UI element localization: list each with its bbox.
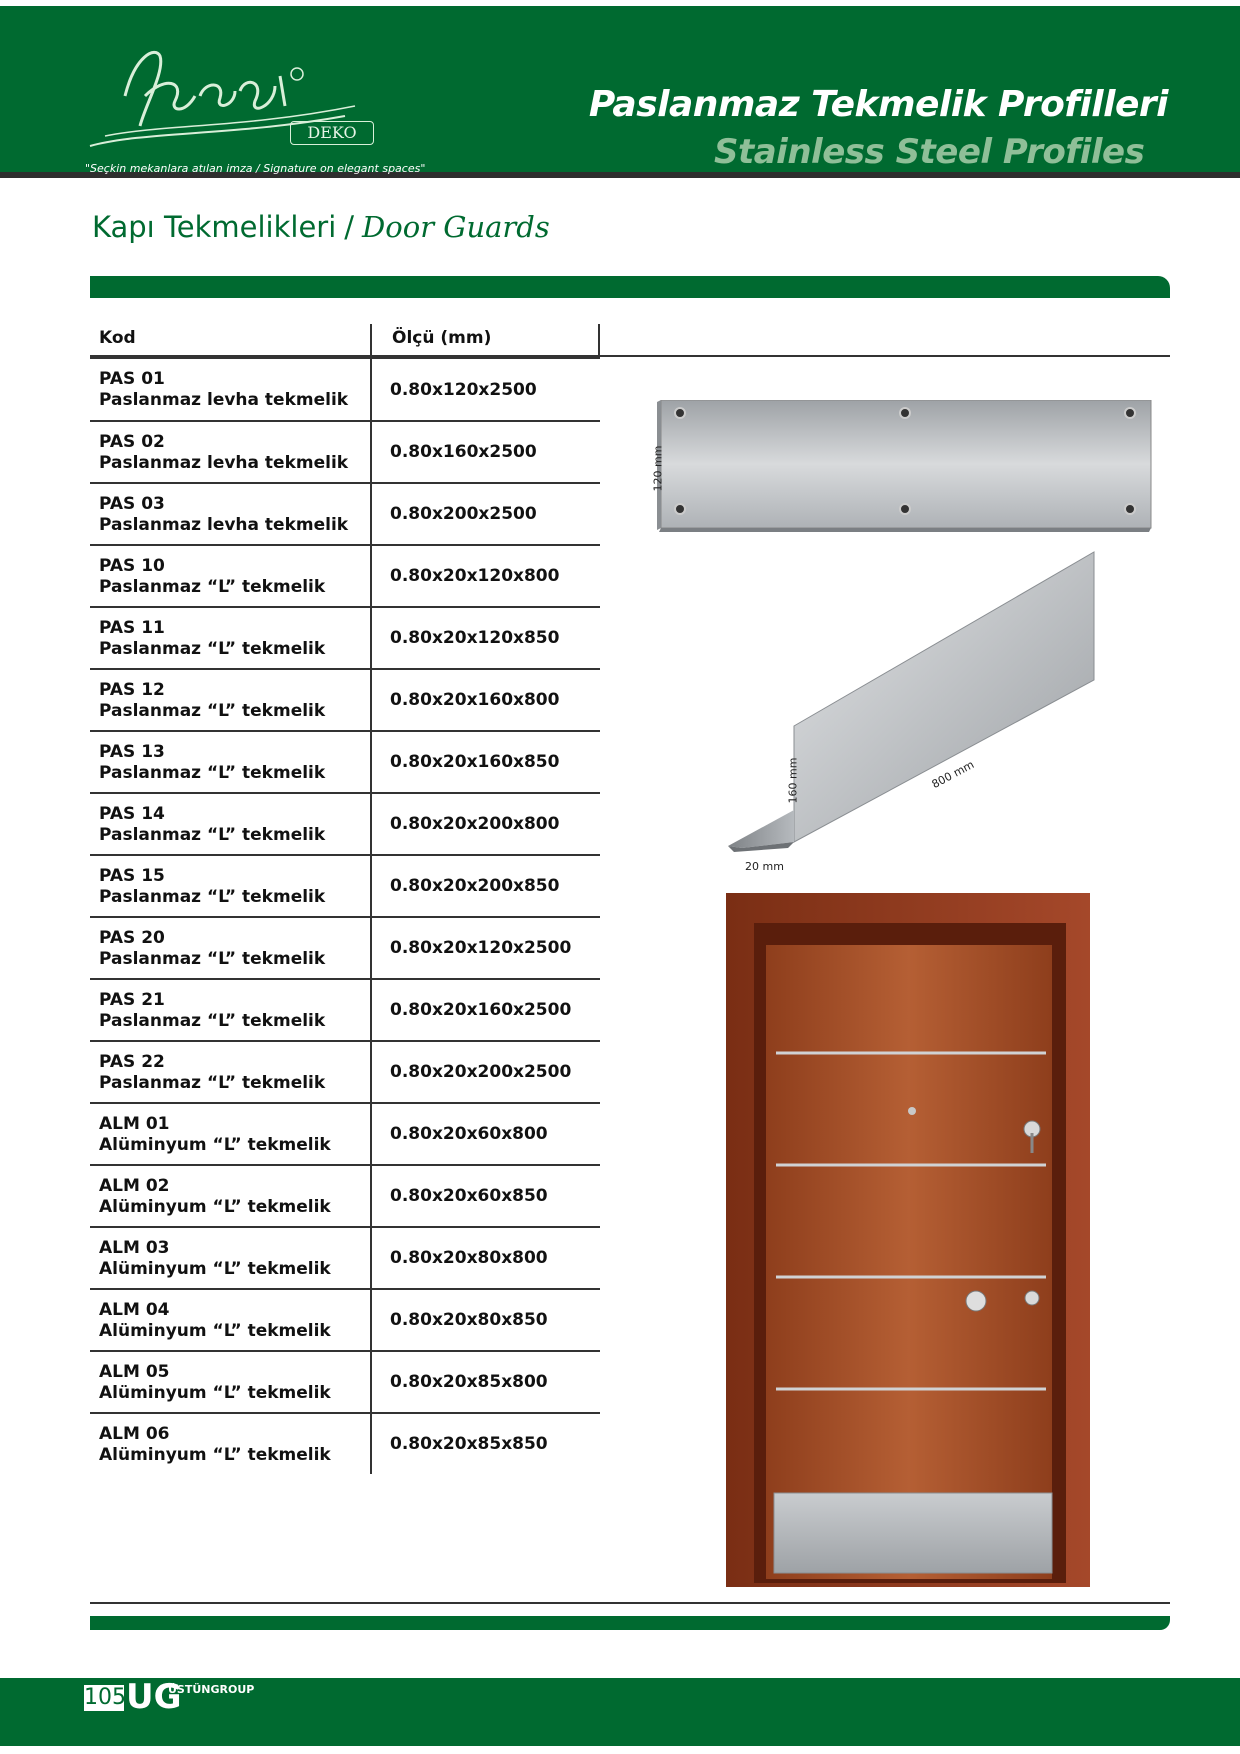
top-divider-bar — [90, 276, 1170, 298]
product-code: PAS 11 — [99, 618, 165, 638]
product-size: 0.80x20x120x800 — [370, 546, 600, 606]
table-row — [90, 1226, 600, 1288]
product-code-cell — [90, 422, 370, 482]
product-description: Paslanmaz levha tekmelik — [99, 515, 349, 535]
product-code-cell — [90, 1352, 370, 1412]
product-code-cell — [90, 1228, 370, 1288]
product-description: Paslanmaz “L” tekmelik — [99, 887, 326, 907]
product-code: ALM 02 — [99, 1176, 170, 1196]
table-bottom-line — [90, 1602, 1170, 1604]
table-row — [90, 357, 600, 420]
section-title — [92, 210, 550, 244]
product-description: Paslanmaz “L” tekmelik — [99, 639, 326, 659]
product-size: 0.80x160x2500 — [370, 422, 600, 482]
product-description: Alüminyum “L” tekmelik — [99, 1445, 331, 1465]
table-row — [90, 916, 600, 978]
kapi-logo-mark — [85, 36, 395, 166]
table-row — [90, 792, 600, 854]
product-size: 0.80x20x160x2500 — [370, 980, 600, 1040]
header-divider — [370, 324, 372, 357]
product-code: ALM 01 — [99, 1114, 170, 1134]
page-header — [0, 6, 1240, 178]
table-row — [90, 606, 600, 668]
product-description: Paslanmaz levha tekmelik — [99, 390, 349, 410]
product-description: Alüminyum “L” tekmelik — [99, 1321, 331, 1341]
product-code: PAS 10 — [99, 556, 165, 576]
table-row — [90, 730, 600, 792]
screw-icon — [674, 503, 686, 515]
ustun-group-logo: UG — [126, 1677, 182, 1717]
product-description: Alüminyum “L” tekmelik — [99, 1259, 331, 1279]
product-description: Alüminyum “L” tekmelik — [99, 1197, 331, 1217]
table-row — [90, 1288, 600, 1350]
product-description: Paslanmaz “L” tekmelik — [99, 825, 326, 845]
section-title-en: Door Guards — [362, 210, 550, 244]
table-row — [90, 668, 600, 730]
group-name: ÜSTÜNGROUP — [168, 1683, 255, 1696]
product-description: Paslanmaz “L” tekmelik — [99, 1011, 326, 1031]
product-size: 0.80x20x80x800 — [370, 1228, 600, 1288]
screw-icon — [674, 407, 686, 419]
product-code: PAS 15 — [99, 866, 165, 886]
l-profile-drawing — [728, 550, 1098, 860]
product-code-cell — [90, 794, 370, 854]
product-size: 0.80x20x160x800 — [370, 670, 600, 730]
product-description: Paslanmaz “L” tekmelik — [99, 577, 326, 597]
plate-height-label: 120 mm — [651, 445, 665, 492]
product-code-cell — [90, 484, 370, 544]
product-code-cell — [90, 918, 370, 978]
bottom-divider-bar — [90, 1616, 1170, 1630]
product-code-cell — [90, 546, 370, 606]
product-code-cell — [90, 1042, 370, 1102]
product-description: Alüminyum “L” tekmelik — [99, 1135, 331, 1155]
screw-icon — [899, 503, 911, 515]
page-number: 105 — [84, 1685, 126, 1710]
product-code-cell — [90, 1166, 370, 1226]
page-title: Paslanmaz Tekmelik Profilleri — [588, 84, 1168, 125]
product-size: 0.80x20x120x850 — [370, 608, 600, 668]
product-code-cell — [90, 359, 370, 420]
product-size: 0.80x20x80x850 — [370, 1290, 600, 1350]
product-code-cell — [90, 670, 370, 730]
product-code: ALM 04 — [99, 1300, 170, 1320]
product-size: 0.80x20x160x850 — [370, 732, 600, 792]
product-table — [90, 357, 600, 1474]
product-size: 0.80x20x85x800 — [370, 1352, 600, 1412]
product-code: PAS 21 — [99, 990, 165, 1010]
l-width-label: 20 mm — [745, 860, 784, 873]
product-code: PAS 01 — [99, 369, 165, 389]
product-size: 0.80x20x60x800 — [370, 1104, 600, 1164]
product-description: Paslanmaz “L” tekmelik — [99, 949, 326, 969]
section-title-separator: / — [344, 210, 355, 244]
product-description: Paslanmaz levha tekmelik — [99, 453, 349, 473]
page-subtitle: Stainless Steel Profiles — [714, 132, 1145, 172]
product-code-cell — [90, 732, 370, 792]
table-row — [90, 1040, 600, 1102]
product-code: PAS 02 — [99, 432, 165, 452]
screw-icon — [1124, 407, 1136, 419]
logo-slogan: "Seçkin mekanlara atılan imza / Signature on elegant spaces" — [85, 162, 426, 175]
column-header-olcu: Ölçü (mm) — [392, 328, 492, 348]
table-row — [90, 482, 600, 544]
product-code: ALM 05 — [99, 1362, 170, 1382]
product-code: PAS 14 — [99, 804, 165, 824]
product-code: PAS 20 — [99, 928, 165, 948]
product-code: PAS 22 — [99, 1052, 165, 1072]
product-description: Paslanmaz “L” tekmelik — [99, 701, 326, 721]
logo-deko-label: DEKO — [290, 121, 374, 145]
product-code: PAS 12 — [99, 680, 165, 700]
plate-guard-drawing — [657, 400, 1157, 535]
product-description: Alüminyum “L” tekmelik — [99, 1383, 331, 1403]
section-title-tr: Kapı Tekmelikleri — [92, 210, 337, 244]
door-drawing — [726, 893, 1096, 1593]
product-code-cell — [90, 1414, 370, 1474]
product-size: 0.80x20x85x850 — [370, 1414, 600, 1474]
column-header-kod: Kod — [99, 328, 136, 348]
table-row — [90, 1102, 600, 1164]
product-code-cell — [90, 980, 370, 1040]
product-description: Paslanmaz “L” tekmelik — [99, 1073, 326, 1093]
table-row — [90, 854, 600, 916]
product-size: 0.80x20x120x2500 — [370, 918, 600, 978]
product-code-cell — [90, 608, 370, 668]
table-row — [90, 420, 600, 482]
product-size: 0.80x20x200x850 — [370, 856, 600, 916]
plate-guard-figure — [651, 400, 1157, 539]
product-size: 0.80x200x2500 — [370, 484, 600, 544]
product-code-cell — [90, 856, 370, 916]
table-row — [90, 1164, 600, 1226]
product-size: 0.80x120x2500 — [370, 359, 600, 420]
table-row — [90, 1350, 600, 1412]
product-size: 0.80x20x200x800 — [370, 794, 600, 854]
door-photo — [726, 893, 1096, 1597]
product-code: ALM 03 — [99, 1238, 170, 1258]
l-profile-figure — [728, 550, 1098, 873]
l-length-label: 800 mm — [929, 757, 977, 792]
product-size: 0.80x20x60x850 — [370, 1166, 600, 1226]
product-code-cell — [90, 1104, 370, 1164]
table-row — [90, 978, 600, 1040]
l-height-label: 160 mm — [786, 757, 800, 804]
product-size: 0.80x20x200x2500 — [370, 1042, 600, 1102]
table-row — [90, 1412, 600, 1474]
header-divider — [598, 324, 600, 357]
product-code: PAS 13 — [99, 742, 165, 762]
product-code: PAS 03 — [99, 494, 165, 514]
table-row — [90, 544, 600, 606]
product-code: ALM 06 — [99, 1424, 170, 1444]
screw-icon — [899, 407, 911, 419]
product-code-cell — [90, 1290, 370, 1350]
screw-icon — [1124, 503, 1136, 515]
product-description: Paslanmaz “L” tekmelik — [99, 763, 326, 783]
kapi-deko-logo — [85, 36, 426, 176]
